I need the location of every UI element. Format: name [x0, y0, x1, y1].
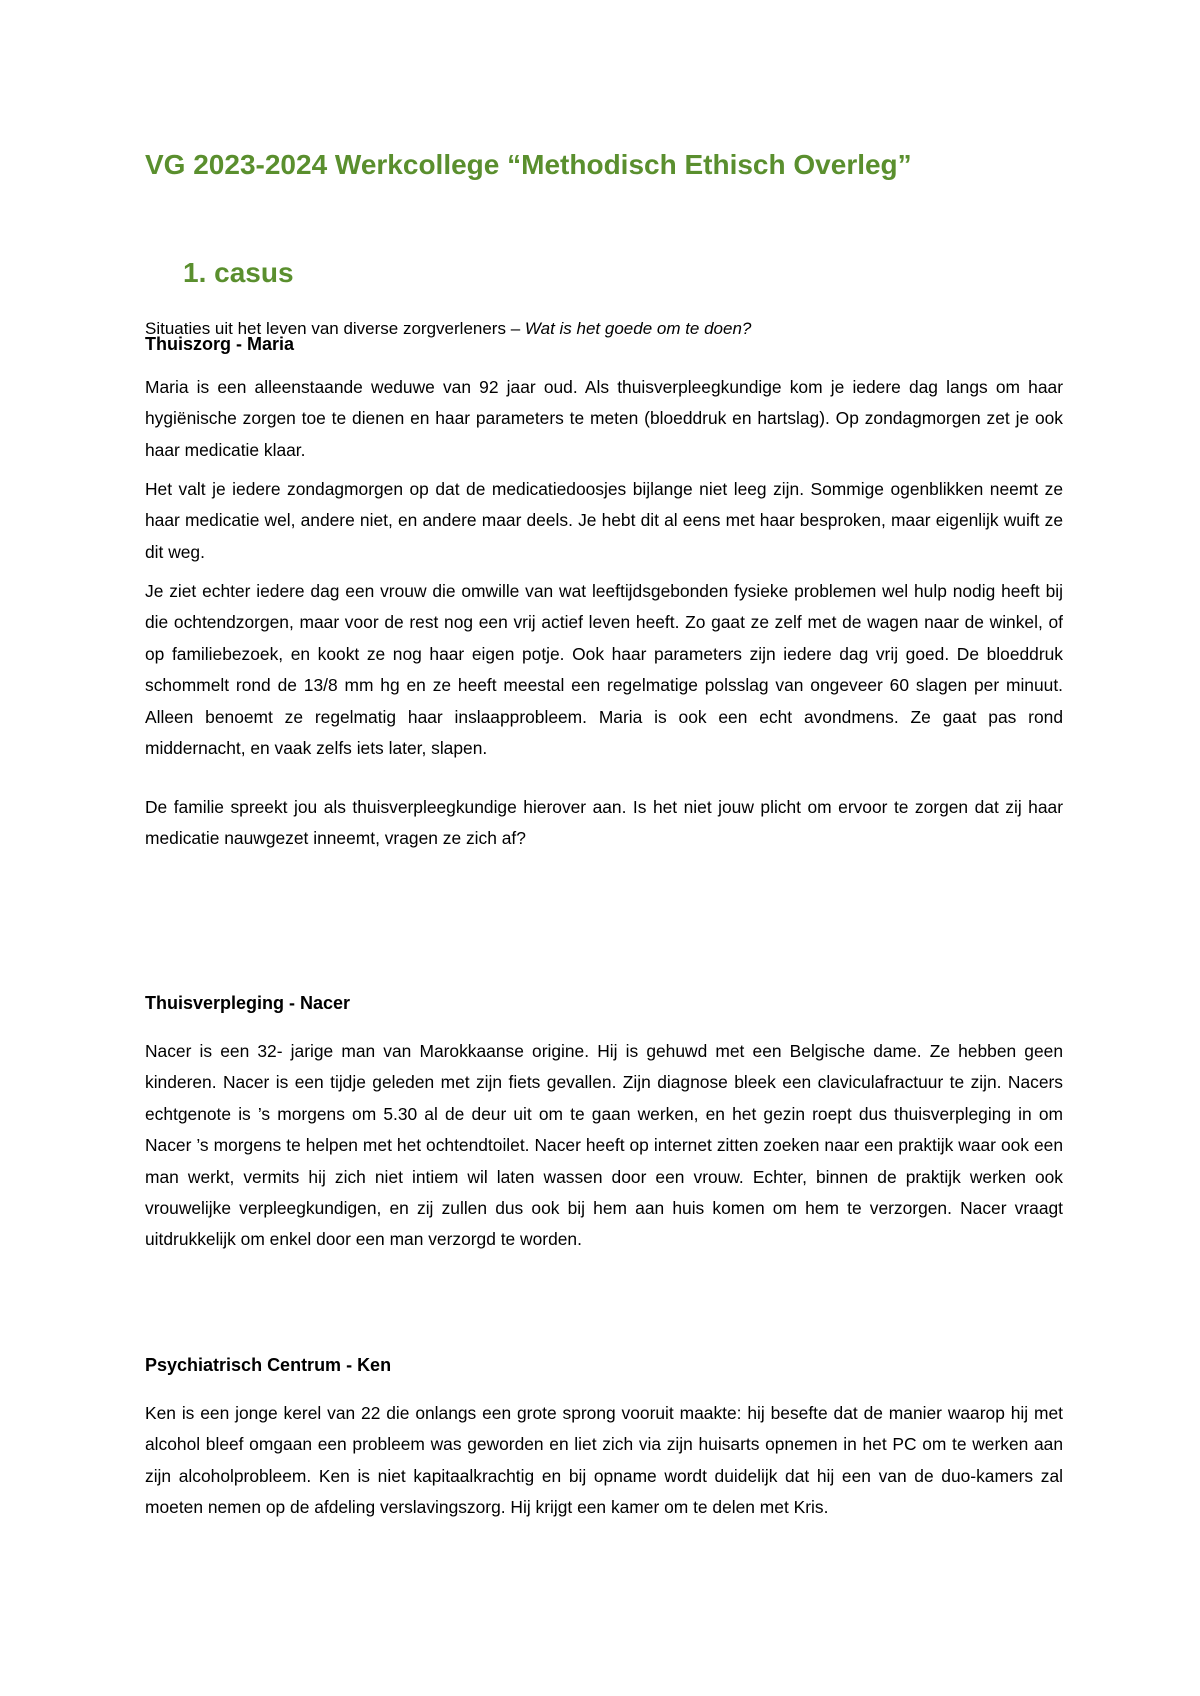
maria-paragraph-3: Je ziet echter iedere dag een vrouw die omwille van wat leeftijdsgebonden fysieke problemen wel hulp nodig heeft bij die ochtendzorgen, maar voor de rest nog een vrij actief leven heeft. Zo gaat ze zelf met de wagen naar de winkel, of op familiebezoek, en kookt ze nog haar eigen potje. Ook haar parameters zijn iedere dag vrij goed. De bloeddruk schommelt rond de 13/8 mm hg en ze heeft meestal een regelmatige polsslag van ongeveer 60 slagen per minuut. Alleen benoemt ze regelmatig haar inslaapprobleem. Maria is ook een echt avondmens. Ze gaat pas rond middernacht, en vaak zelfs iets later, slapen.: [145, 581, 1063, 759]
document-title: VG 2023-2024 Werkcollege “Methodisch Ethisch Overleg”: [145, 149, 912, 180]
maria-paragraph-1: Maria is een alleenstaande weduwe van 92 jaar oud. Als thuisverpleegkundige kom je iedere dag langs om haar hygiënische zorgen toe te dienen en haar parameters te meten (bloeddruk en hartslag). Op zondagmorgen zet je ook haar medicatie klaar.: [145, 377, 1063, 460]
nacer-paragraph-1: Nacer is een 32- jarige man van Marokkaanse origine. Hij is gehuwd met een Belgische dame. Ze hebben geen kinderen. Nacer is een tijdje geleden met zijn fiets gevallen. Zijn diagnose bleek een claviculafractuur te zijn. Nacers echtgenote is ’s morgens om 5.30 al de deur uit om te gaan werken, en het gezin roept dus thuisverpleging in om Nacer ’s morgens te helpen met het ochtendtoilet. Nacer heeft op internet zitten zoeken naar een praktijk waar ook een man werkt, vermits hij zich niet intiem wil laten wassen door een vrouw. Echter, binnen de praktijk werken ook vrouwelijke verpleegkundigen, en zij zullen dus ook bij hem aan huis komen om hem te verzorgen. Nacer vraagt uitdrukkelijk om enkel door een man verzorgd te worden.: [145, 1041, 1063, 1250]
intro-text: Situaties uit het leven van diverse zorgverleners –: [145, 319, 525, 338]
case-heading-ken: Psychiatrisch Centrum - Ken: [145, 1355, 392, 1375]
maria-paragraph-2: Het valt je iedere zondagmorgen op dat de medicatiedoosjes bijlange niet leeg zijn. Sommige ogenblikken neemt ze haar medicatie wel, andere niet, en andere maar deels. Je hebt dit al eens met haar besproken, maar eigenlijk wuift ze dit weg.: [145, 479, 1063, 562]
intro-question: Wat is het goede om te doen?: [524, 319, 752, 338]
case-heading-nacer: Thuisverpleging - Nacer: [145, 993, 351, 1013]
ken-paragraph-1: Ken is een jonge kerel van 22 die onlangs een grote sprong vooruit maakte: hij besefte dat de manier waarop hij met alcohol bleef omgaan een probleem was geworden en liet zich via zijn huisarts opnemen in het PC om te werken aan zijn alcoholprobleem. Ken is niet kapitaalkrachtig en bij opname wordt duidelijk dat hij een van de duo-kamers zal moeten nemen op de afdeling verslavingszorg. Hij krijgt een kamer om te delen met Kris.: [145, 1403, 1063, 1518]
case-heading-maria: Thuiszorg - Maria: [145, 334, 295, 354]
maria-paragraph-4: De familie spreekt jou als thuisverpleegkundige hierover aan. Is het niet jouw plicht om ervoor te zorgen dat zij haar medicatie nauwgezet inneemt, vragen ze zich af?: [145, 797, 1063, 849]
section-heading: 1. casus: [183, 257, 294, 288]
